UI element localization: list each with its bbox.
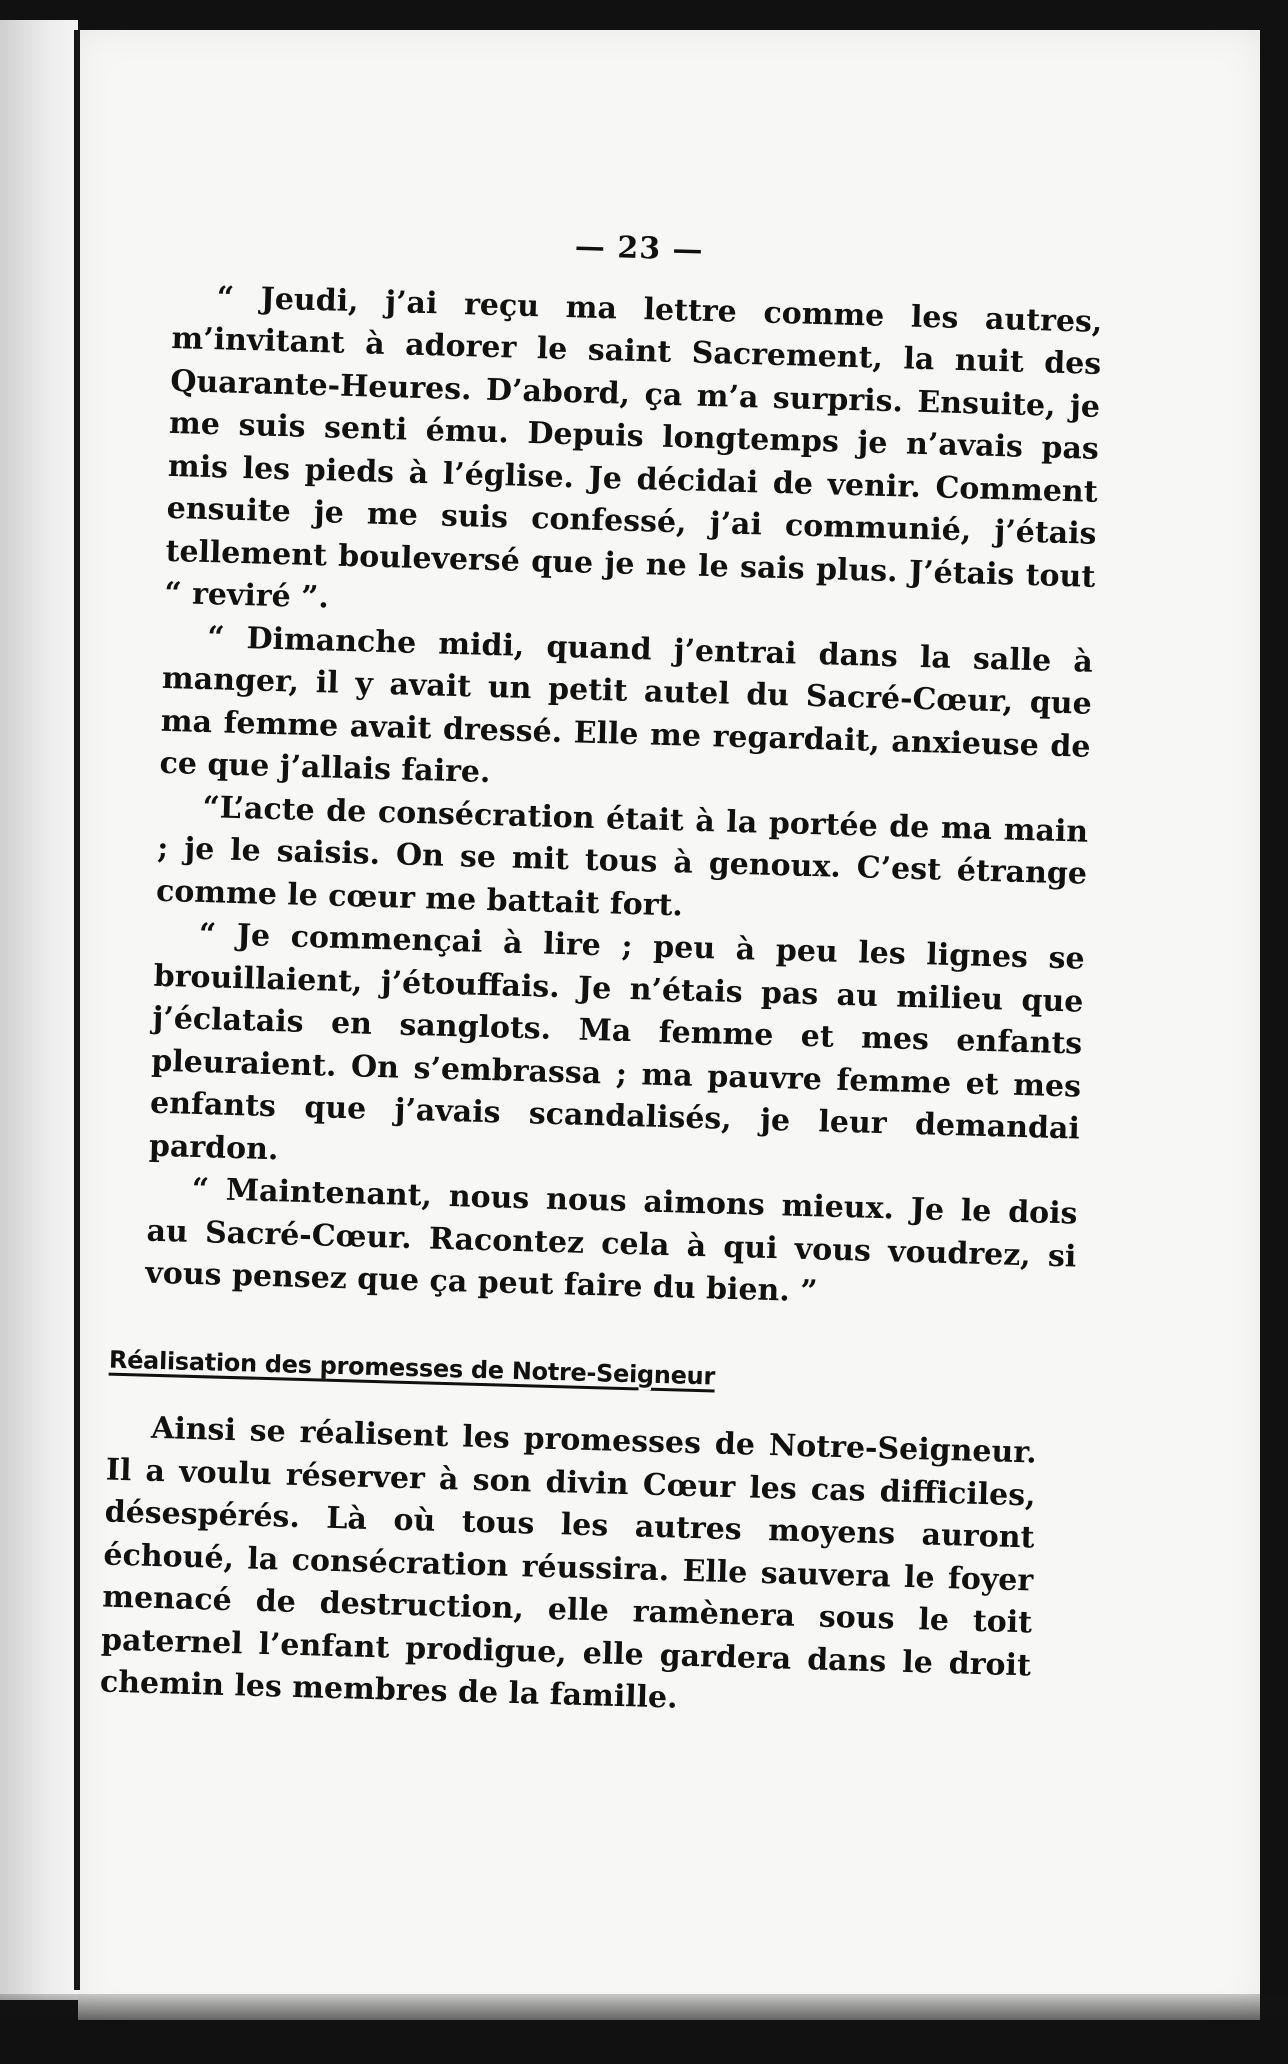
paragraph-dimanche: “ Dimanche midi, quand j’entrai dans la salle à manger, il y avait un petit autel du Sacré-Cœur, que ma femme avait dressé. Elle me regardait, anxieuse de ce que j’allais faire.	[159, 619, 1094, 791]
scan-bottom-shadow	[0, 1994, 1288, 2064]
paragraph-commencai: “ Je commençai à lire ; peu à peu les lignes se brouillaient, j’étouffais. Je n’étais pas au milieu que j’éclatais en sanglots. Ma femme et mes enfants pleuraient. On s’embrassa ; ma pauvre femme et mes enfants que j’avais scandalisés, je leur demandai pardon.	[148, 916, 1086, 1167]
paragraph-acte-consecration: “L’acte de consécration était à la portée de ma main ; je le saisis. On se mit tous à genoux. C’est étrange comme le cœur me battait fort.	[155, 789, 1089, 923]
page-content	[99, 215, 1104, 1731]
page-number: — 23 —	[574, 229, 705, 268]
paragraph-ainsi: Ainsi se réalisent les promesses de Notre-Seigneur. Il a voulu réserver à son divin Cœur les cas difficiles, désespérés. Là où tous les autres moyens auront échoué, la consécration réussira. Elle sauvera le foyer menacé de destruction, elle ramènera sous le toit paternel l’enfant prodigue, elle gardera dans le droit chemin les membres de la famille.	[99, 1410, 1038, 1716]
paragraph-jeudi: “ Jeudi, j’ai reçu ma lettre comme les autres, m’invitant à adorer le saint Sacrement, la nuit des Quarante-Heures. D’abord, ça m’a surpris. Ensuite, je me suis senti ému. Depuis longtemps je n’avais pas mis les pieds à l’église. Je décidai de venir. Comment ensuite je me suis confessé, j’ai communié, j’étais tellement bouleversé que je ne le sais plus. J’étais tout “ reviré ”.	[163, 279, 1103, 616]
paragraph-maintenant: “ Maintenant, nous nous aimons mieux. Je le dois au Sacré-Cœur. Racontez cela à qui vous voudrez, si vous pensez que ça peut faire du bien. ”	[144, 1171, 1078, 1310]
page-binding-edge	[74, 30, 80, 1990]
adjacent-page-strip	[0, 20, 78, 2000]
section-heading: Réalisation des promesses de Notre-Seigneur	[108, 1345, 716, 1391]
